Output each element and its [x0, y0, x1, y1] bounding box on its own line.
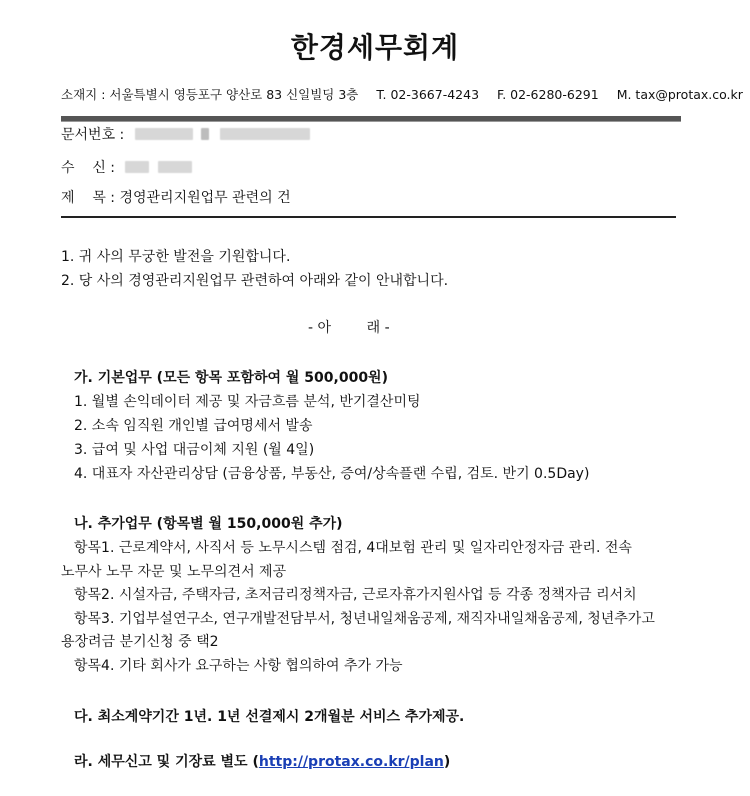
recipient-label: 수 신 : — [61, 160, 116, 176]
subject-value: 경영관리지원업무 관련의 건 — [119, 190, 291, 206]
recipient-row — [61, 157, 192, 177]
section-extra-heading: 나. 추가업무 (항목별 월 150,000원 추가) — [74, 516, 343, 532]
redacted-block — [220, 128, 310, 140]
address: 소재지 : 서울특별시 영등포구 양산로 83 신일빌딩 3층 — [61, 87, 359, 102]
extra-line: 항목3. 기업부설연구소, 연구개발전담부서, 청년내일채움공제, 재직자내일채움공제, 청년추가고 — [74, 611, 655, 627]
below-heading: - 아 래 - — [308, 320, 390, 336]
extra-line: 용장려금 분기신청 중 택2 — [61, 634, 219, 650]
extra-line: 노무사 노무 자문 및 노무의견서 제공 — [61, 564, 287, 580]
extra-line: 항목4. 기타 회사가 요구하는 사항 협의하여 추가 가능 — [74, 658, 403, 674]
basic-item: 3. 급여 및 사업 대금이체 지원 (월 4일) — [74, 442, 315, 458]
plan-link[interactable]: http://protax.co.kr/plan — [258, 754, 444, 770]
email: M. tax@protax.co.kr — [616, 87, 743, 102]
subject-label: 제 목 : — [61, 190, 116, 206]
filing-heading-close: ) — [443, 754, 451, 770]
fax: F. 02-6280-6291 — [497, 87, 599, 102]
filing-heading-text: 라. 세무신고 및 기장료 별도 ( — [74, 754, 259, 770]
basic-item: 1. 월별 손익데이터 제공 및 자금흐름 분석, 반기결산미팅 — [74, 394, 421, 410]
company-title: 한경세무회계 — [290, 31, 460, 64]
meta-divider — [61, 216, 676, 218]
extra-line: 항목1. 근로계약서, 사직서 등 노무시스템 점검, 4대보험 관리 및 일자리안정자금 관리. 전속 — [74, 540, 632, 556]
extra-line: 항목2. 시설자금, 주택자금, 초저금리정책자금, 근로자휴가지원사업 등 각종 정책자금 리서치 — [74, 587, 637, 603]
telephone: T. 02-3667-4243 — [376, 87, 480, 102]
subject-row — [61, 187, 291, 207]
company-address-line — [61, 85, 750, 103]
basic-item: 2. 소속 임직원 개인별 급여명세서 발송 — [74, 418, 313, 434]
section-filing-heading — [74, 751, 450, 771]
basic-item: 4. 대표자 자산관리상담 (금융상품, 부동산, 증여/상속플랜 수립, 검토. 반기 0.5Day) — [74, 466, 590, 482]
section-contract-heading: 다. 최소계약기간 1년. 1년 선결제시 2개월분 서비스 추가제공. — [74, 709, 465, 725]
redacted-block — [201, 128, 209, 140]
redacted-block — [158, 161, 192, 173]
redacted-block — [135, 128, 193, 140]
redacted-block — [125, 161, 149, 173]
header-divider — [61, 116, 681, 122]
doc-number-label: 문서번호 : — [61, 127, 125, 143]
intro-line: 1. 귀 사의 무궁한 발전을 기원합니다. — [61, 249, 291, 265]
doc-number-row — [61, 124, 310, 144]
intro-line: 2. 당 사의 경영관리지원업무 관련하여 아래와 같이 안내합니다. — [61, 273, 449, 289]
section-basic-heading: 가. 기본업무 (모든 항목 포함하여 월 500,000원) — [74, 370, 388, 386]
